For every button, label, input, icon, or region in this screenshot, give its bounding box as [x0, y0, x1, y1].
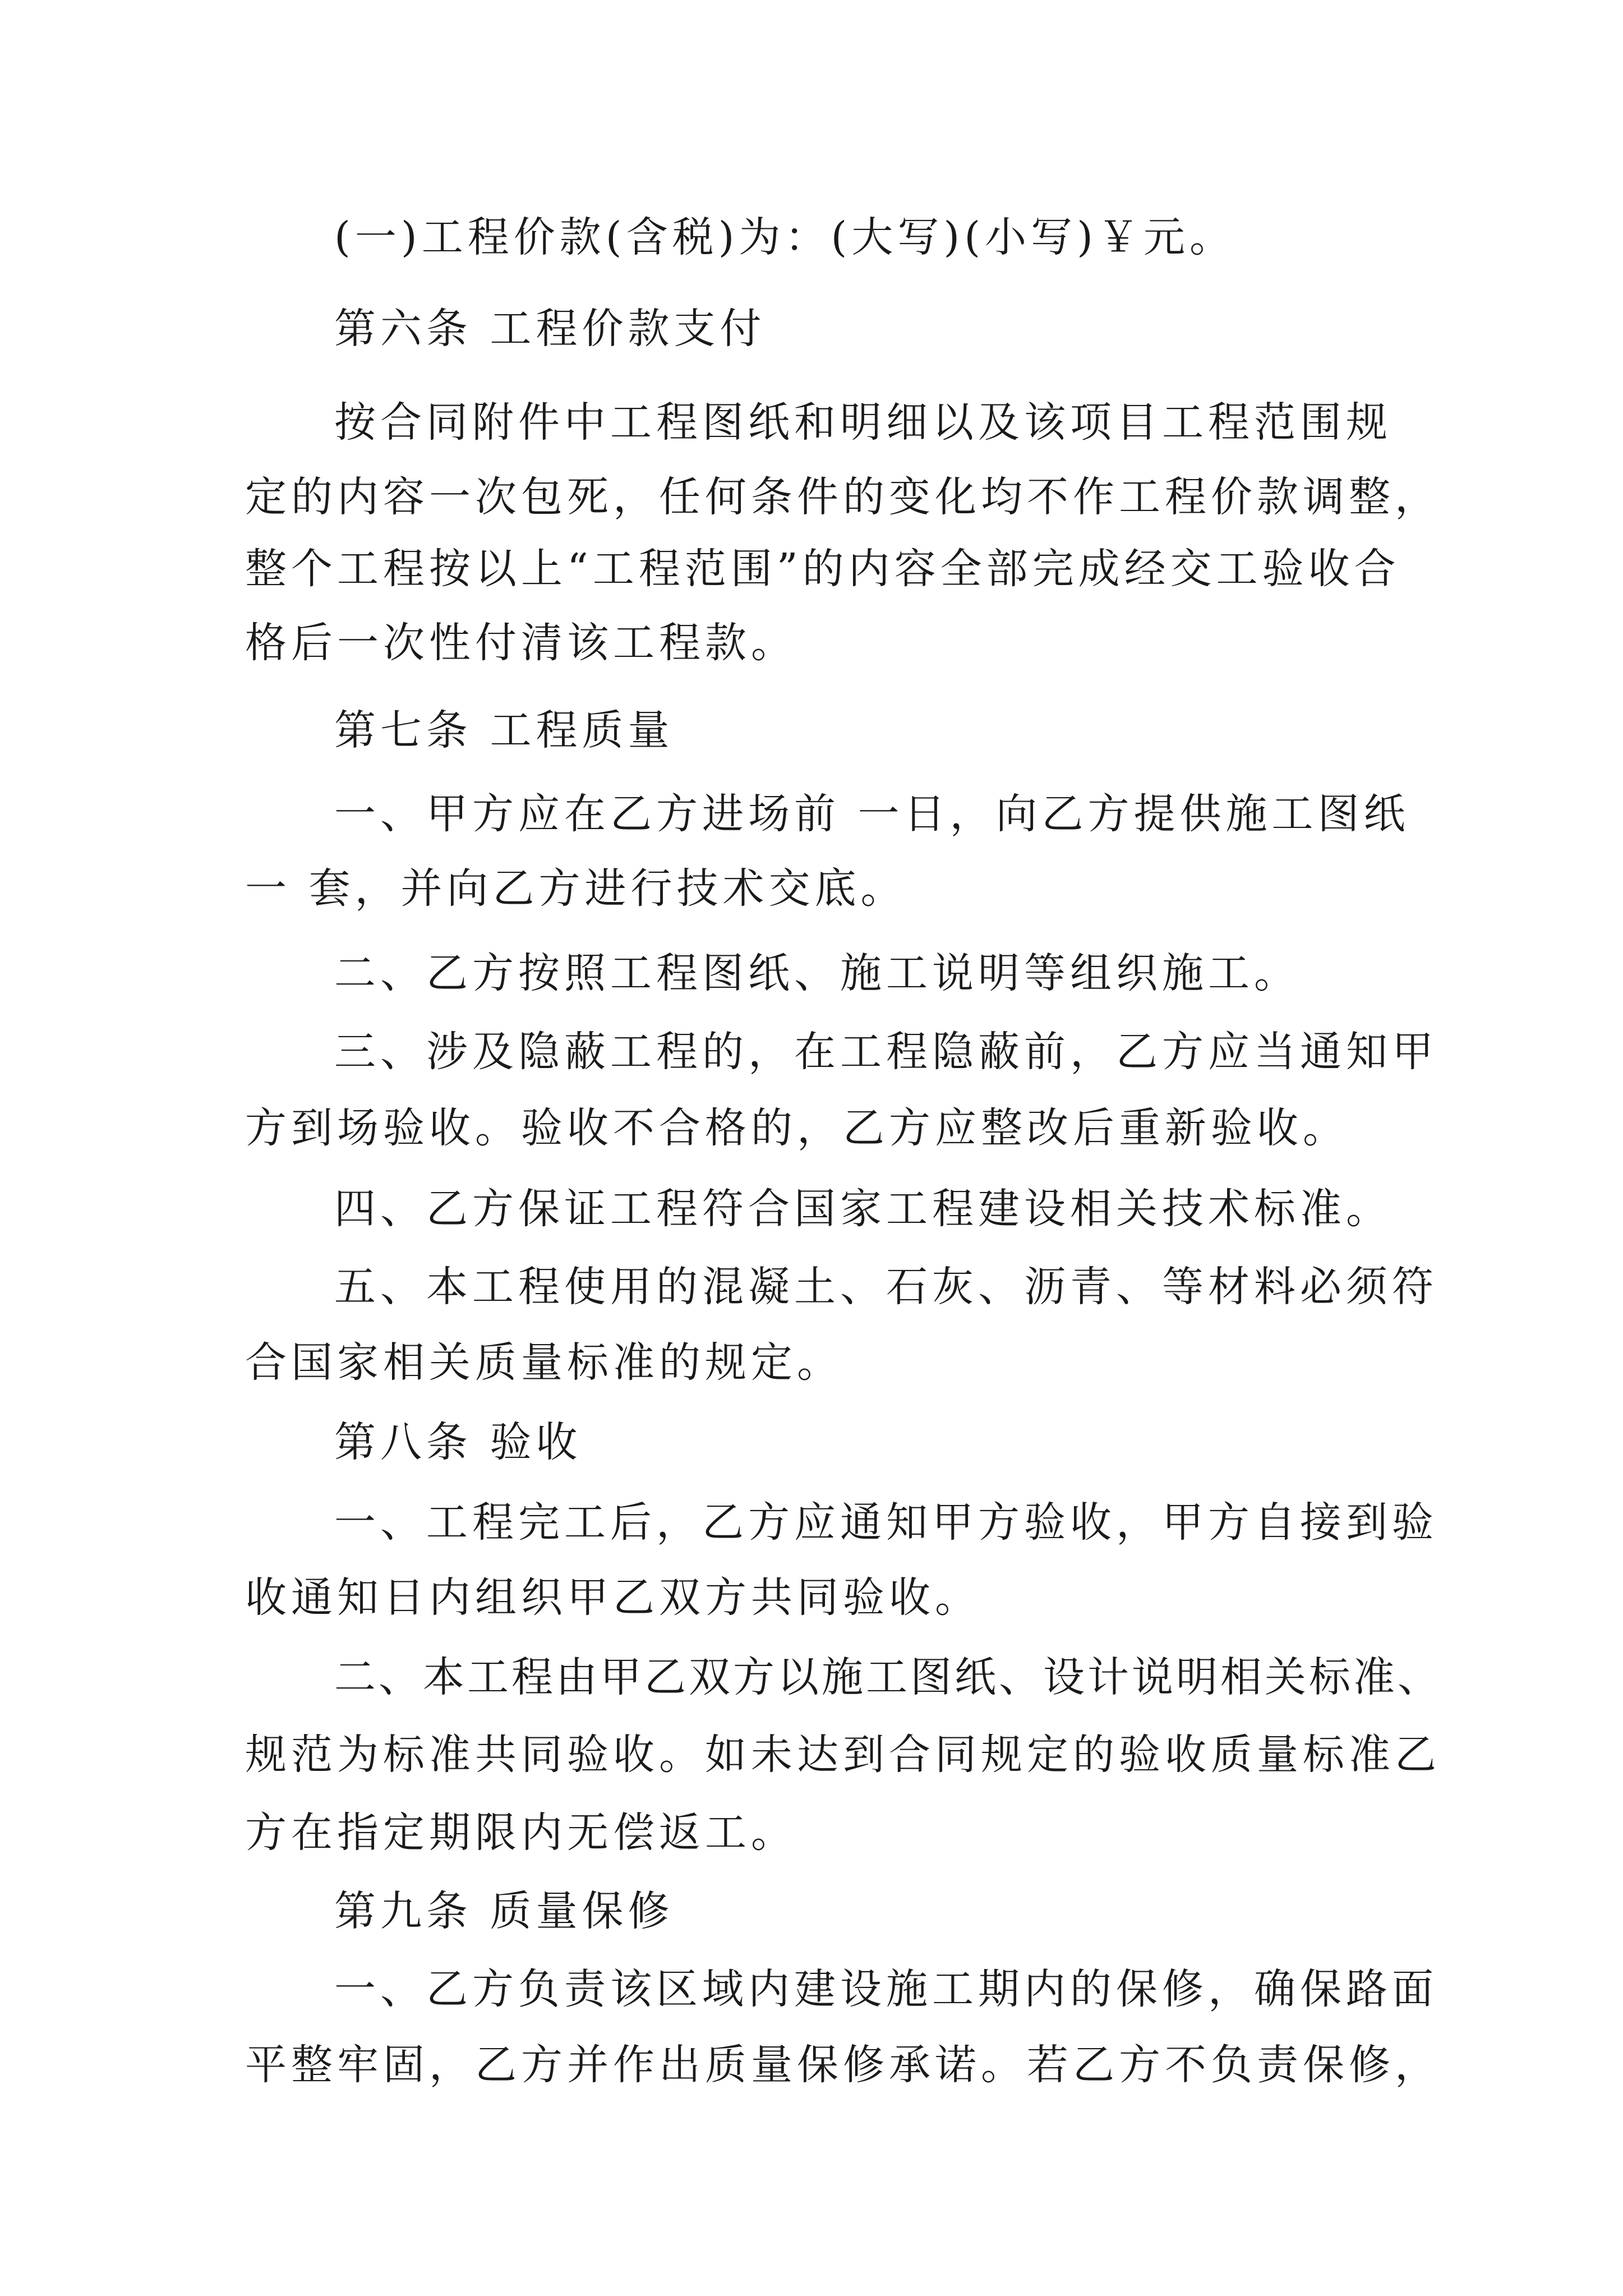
article-6-body-line-4: 格后一次性付清该工程款。: [245, 619, 797, 667]
article-7-item-5-line-2: 合国家相关质量标准的规定。: [245, 1338, 843, 1387]
article-6-heading: 第六条 工程价款支付: [334, 305, 766, 353]
article-7-item-1-line-1: 一、甲方应在乙方进场前 一日，向乙方提供施工图纸: [334, 790, 1410, 838]
price-clause-line: (一)工程价款(含税)为：(大写)(小写)￥元。: [334, 213, 1235, 261]
article-9-heading: 第九条 质量保修: [334, 1887, 674, 1935]
article-7-item-3-line-2: 方到场验收。验收不合格的，乙方应整改后重新验收。: [245, 1104, 1349, 1152]
article-7-item-1-line-2: 一 套，并向乙方进行技术交底。: [245, 864, 907, 913]
article-9-item-1-line-2: 平整牢固，乙方并作出质量保修承诺。若乙方不负责保修，: [245, 2041, 1441, 2089]
article-7-item-2: 二、乙方按照工程图纸、施工说明等组织施工。: [334, 949, 1300, 997]
article-8-item-2-line-2: 规范为标准共同验收。如未达到合同规定的验收质量标准乙: [245, 1731, 1441, 1779]
article-6-body-line-2: 定的内容一次包死，任何条件的变化均不作工程价款调整，: [245, 473, 1441, 521]
article-8-item-2-line-3: 方在指定期限内无偿返工。: [245, 1809, 797, 1857]
article-7-item-4: 四、乙方保证工程符合国家工程建设相关技术标准。: [334, 1185, 1392, 1233]
article-7-heading: 第七条 工程质量: [334, 706, 674, 754]
article-8-item-1-line-2: 收通知日内组织甲乙双方共同验收。: [245, 1573, 981, 1622]
article-8-item-1-line-1: 一、工程完工后，乙方应通知甲方验收，甲方自接到验: [334, 1498, 1438, 1547]
article-6-body-line-3: 整个工程按以上“工程范围”的内容全部完成经交工验收合: [245, 545, 1400, 593]
article-8-item-2-line-1: 二、本工程由甲乙双方以施工图纸、设计说明相关标准、: [334, 1653, 1442, 1701]
article-7-item-3-line-1: 三、涉及隐蔽工程的，在工程隐蔽前，乙方应当通知甲: [334, 1028, 1438, 1076]
article-8-heading: 第八条 验收: [334, 1418, 582, 1466]
article-7-item-5-line-1: 五、本工程使用的混凝土、石灰、沥青、等材料必须符: [334, 1263, 1438, 1311]
article-9-item-1-line-1: 一、乙方负责该区域内建设施工期内的保修，确保路面: [334, 1965, 1438, 2013]
article-6-body-line-1: 按合同附件中工程图纸和明细以及该项目工程范围规: [334, 398, 1392, 447]
